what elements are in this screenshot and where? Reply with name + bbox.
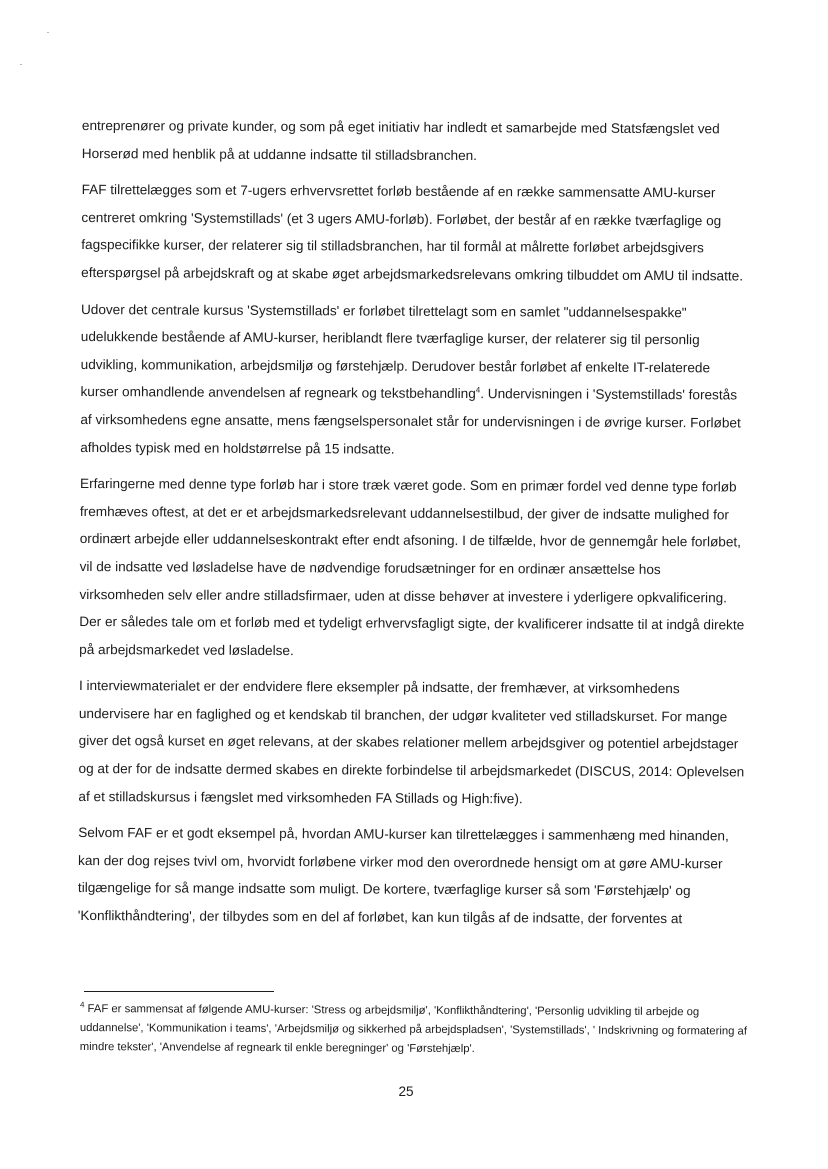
paragraph-2: FAF tilrettelægges som et 7-ugers erhvervsrettet forløb bestående af en række sammensatte AMU-kurser centreret omkring 'Systemstillads' (et 3 ugers AMU-forløb). Forløbet, der består af en række tværfaglige og fagspecifikke kurser, der relaterer sig til stilladsbranchen, har til formål at målrette forløbet arbejdsgivers efterspørgsel på arbejdskraft og at skabe øget arbejdsmarkedsrelevans omkring tilbuddet om AMU til indsatte. <box>81 182 744 284</box>
paragraph-5: I interviewmaterialet er der endvidere flere eksempler på indsatte, der fremhæver, at virksomhedens undervisere har en faglighed og et kendskab til branchen, der udgør kvaliteter ved stilladskurset. For mange giver det også kurset en øget relevans, at der skabes relationer mellem arbejdsgiver og potentiel arbejdstager og at der for de indsatte dermed skabes en direkte forbindelse til arbejdsmarkedet (DISCUS, 2014: Oplevelsen af et stilladskursus i fængslet med virksomheden FA Stillads og High:five). <box>78 678 745 806</box>
paragraph-6: Selvom FAF er et godt eksempel på, hvordan AMU-kurser kan tilrettelægges i sammenhæng med hinanden, kan der dog rejses tvivl om, hvorvidt forløbene virker mod den overordnede hensigt om at gøre AMU-kurser tilgængelige for så mange indsatte som muligt. De kortere, tværfaglige kurser så som 'Førstehjælp' og 'Konflikthåndtering', der tilbydes som en del af forløbet, kan kun tilgås af de indsatte, der forventes at <box>77 825 729 927</box>
paragraph-1: entreprenører og private kunder, og som på eget initiativ har indledt et samarbejde med Statsfængslet ved Horserød med henblik på at uddanne indsatte til stilladsbranchen. <box>81 117 720 163</box>
footnote-text: FAF er sammensat af følgende AMU-kurser: 'Stress og arbejdsmiljø', 'Konflikthåndtering', 'Personlig udvikling til arbejde og uddannelse', 'Kommunikation i teams', 'Arbejdsmiljø og sikkerhed på arbejdspladsen', 'Systemstillads', ' Indskrivning og formatering af mindre tekster', 'Anvendelse af regneark til enkle beregninger' og 'Førstehjælp'. <box>79 1003 748 1055</box>
footnote-separator <box>84 991 274 992</box>
paragraph-4: Erfaringerne med denne type forløb har i store træk været gode. Som en primær fordel ved denne type forløb fremhæves oftest, at det er et arbejdsmarkedsrelevant uddannelsestilbud, der giver de indsatte mulighed for ordinært arbejde eller uddannelseskontrakt efter endt afsoning. I de tilfælde, hvor de gennemgår hele forløbet, vil de indsatte ved løsladelse have de nødvendige forudsætninger for en ordinær ansættelse hos virksomheden selv eller andre stilladsfirmaer, uden at disse behøver at investere i yderligere opkvalificering. Der er således tale om et forløb med et tydeligt erhvervsfagligt sigte, der kvalificerer indsatte til at indgå direkte på arbejdsmarkedet ved løsladelse. <box>79 476 745 658</box>
footnote <box>80 1000 748 1060</box>
scan-speck <box>47 32 49 33</box>
body-text <box>78 112 750 942</box>
paragraph-3 <box>80 296 749 465</box>
footnote-reference: 4 <box>475 385 481 395</box>
footnote-marker: 4 <box>79 1000 85 1010</box>
page-number: 25 <box>398 1084 414 1099</box>
paragraph-3-text-before: Udover det centrale kursus 'Systemstillads' er forløbet tilrettelagt som en samlet "uddannelsespakke" udelukkende bestående af AMU-kurser, heriblandt flere tværfaglige kurser, der relaterer sig til personlig udvikling, kommunikation, arbejdsmiljø og førstehjælp. Derudover består forløbet af enkelte IT-relaterede kurser omhandlende anvendelsen af regneark og tekstbehandling <box>80 301 711 402</box>
scan-speck <box>20 64 22 65</box>
paragraph-3-text-after: . Undervisningen i 'Systemstillads' forestås af virksomhedens egne ansatte, mens fængselspersonalet står for undervisningen i de øvrige kurser. Forløbet afholdes typisk med en holdstørrelse på 15 indsatte. <box>80 386 741 457</box>
